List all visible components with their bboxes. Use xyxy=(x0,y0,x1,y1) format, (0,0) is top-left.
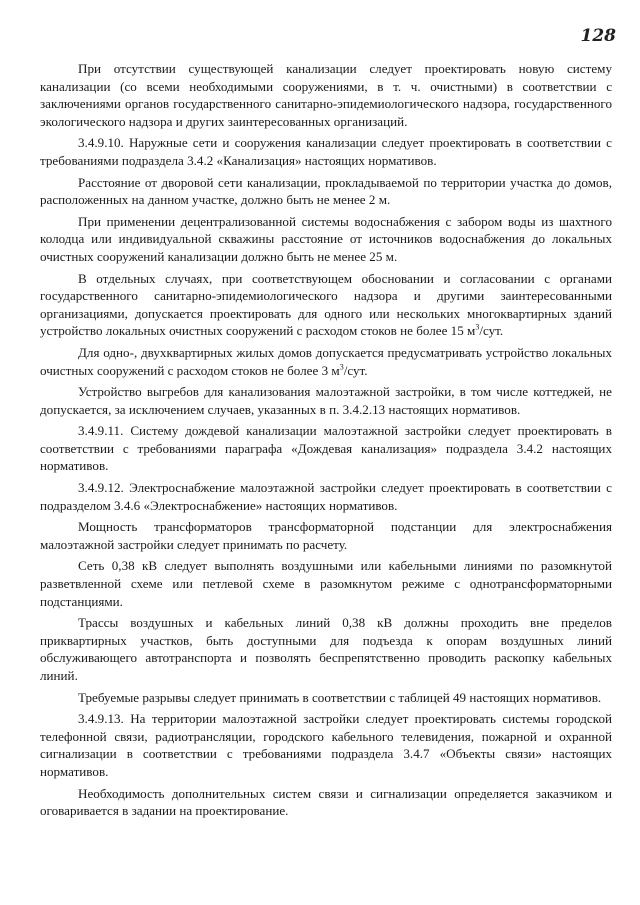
paragraph: 3.4.9.11. Систему дождевой канализации малоэтажной застройки следует проектировать в соответствии с требованиями параграфа «Дождевая канализация» подраздела 3.4.2 настоящих нормативов. xyxy=(40,423,612,474)
paragraph: Мощность трансформаторов трансформаторной подстанции для электроснабжения малоэтажной застройки следует принимать по расчету. xyxy=(40,519,612,552)
paragraph: 3.4.9.13. На территории малоэтажной застройки следует проектировать системы городской телефонной связи, радиотрансляции, городского кабельного телевидения, пожарной и охранной сигнализации в соответствии с требованиями подраздела 3.4.7 «Объекты связи» настоящих нормативов. xyxy=(40,711,612,779)
paragraph: При отсутствии существующей канализации следует проектировать новую систему канализации (со всеми необходимыми сооружениями, в т. ч. очистными) в соответствии с заключениями органов государственного санитарно-эпидемиологического надзора, государственного экологического надзора и других заинтересованных организаций. xyxy=(40,61,612,129)
paragraph: 3.4.9.10. Наружные сети и сооружения канализации следует проектировать в соответствии с требованиями подраздела 3.4.2 «Канализация» настоящих нормативов. xyxy=(40,135,612,168)
paragraph: Для одно-, двухквартирных жилых домов допускается предусматривать устройство локальных очистных сооружений с расходом стоков не более 3 $м^3$/сут. xyxy=(40,344,612,378)
document-body xyxy=(40,60,612,820)
paragraph: 3.4.9.12. Электроснабжение малоэтажной застройки следует проектировать в соответствии с подразделом 3.4.6 «Электроснабжение» настоящих нормативов. xyxy=(40,480,612,513)
page-number: 128 xyxy=(580,26,616,46)
paragraph: Расстояние от дворовой сети канализации, прокладываемой по территории участка до домов, расположенных на данном участке, должно быть не менее 2 м. xyxy=(40,174,612,208)
paragraph: Устройство выгребов для канализования малоэтажной застройки, в том числе коттеджей, не допускается, за исключением случаев, указанных в п. 3.4.2.13 настоящих нормативов. xyxy=(40,384,612,417)
paragraph: Трассы воздушных и кабельных линий 0,38 кВ должны проходить вне пределов приквартирных участков, быть доступными для подъезда к опорам воздушных линий обслуживающего автотранспорта и позволять беспрепятственно проводить раскопку кабельных линий. xyxy=(40,615,612,683)
paragraph: При применении децентрализованной системы водоснабжения с забором воды из шахтного колодца или индивидуальной скважины расстояние от источников водоснабжения до локальных очистных сооружений канализации должно быть не менее 25 м. xyxy=(40,213,612,264)
paragraph: Сеть 0,38 кВ следует выполнять воздушными или кабельными линиями по разомкнутой разветвленной схеме или петлевой схеме в разомкнутом режиме с однотрансформаторными подстанциями. xyxy=(40,558,612,609)
paragraph: Необходимость дополнительных систем связи и сигнализации определяется заказчиком и оговаривается в задании на проектирование. xyxy=(40,785,612,819)
paragraph: В отдельных случаях, при соответствующем обосновании и согласовании с органами государственного санитарно-эпидемиологического надзора и другими заинтересованными организациями, допускается проектировать для одного или нескольких многоквартирных зданий устройство локальных очистных сооружений с расходом стоков не более 15 $м^3$/сут. xyxy=(40,270,612,339)
paragraph: Требуемые разрывы следует принимать в соответствии с таблицей 49 настоящих нормативов. xyxy=(78,689,602,705)
